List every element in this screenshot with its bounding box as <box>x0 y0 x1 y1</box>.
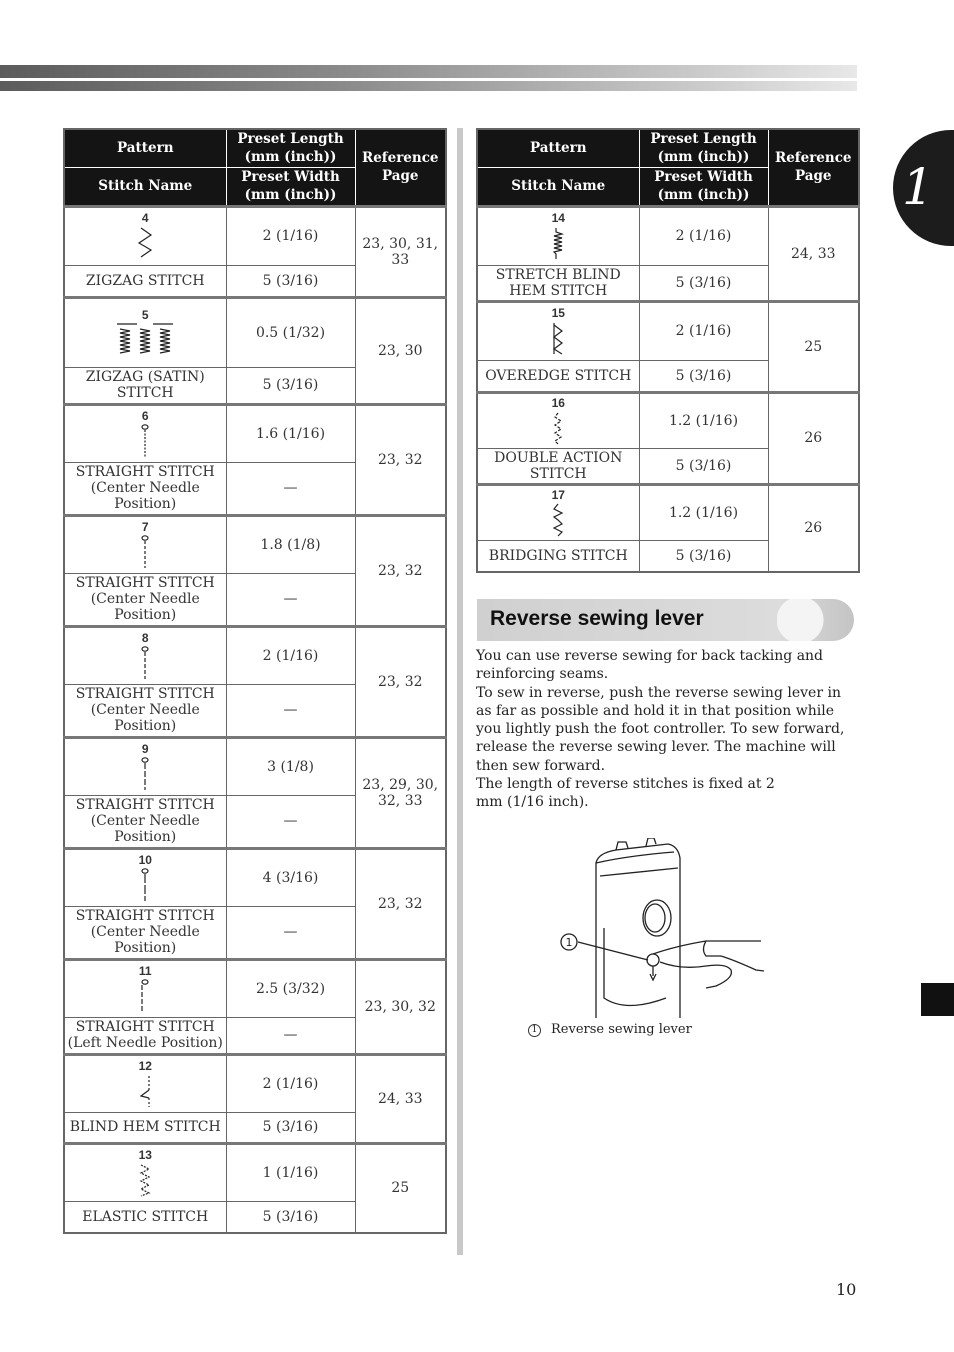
page-number: 10 <box>836 1280 857 1299</box>
stitch-pattern-8-icon <box>115 646 175 680</box>
reference-page-cell: 23, 32 <box>355 404 446 515</box>
stitch-pattern-16-icon <box>528 411 588 445</box>
reference-page-cell: 23, 30, 31, 33 <box>355 206 446 297</box>
stitch-name-cell: STRAIGHT STITCH (Center Needle Position) <box>64 906 226 959</box>
pattern-number: 15 <box>551 306 565 320</box>
stitch-name-cell: STRAIGHT STITCH (Center Needle Position) <box>64 684 226 737</box>
pattern-cell <box>64 737 226 795</box>
callout-label: Reverse sewing lever <box>551 1022 692 1037</box>
stitch-name-cell: ZIGZAG (SATIN) STITCH <box>64 367 226 404</box>
pattern-number: 9 <box>141 741 149 756</box>
stitch-table-left <box>63 128 447 1234</box>
paragraph: The length of reverse stitches is fixed at 2 mm (1/16 inch). <box>476 776 775 811</box>
stitch-row <box>64 515 446 573</box>
reference-page-cell: 23, 30 <box>355 297 446 404</box>
callout-marker: 1 <box>528 1024 541 1037</box>
preset-width-cell: 5 (3/16) <box>639 360 768 392</box>
pattern-cell <box>64 404 226 462</box>
reference-page-cell: 24, 33 <box>355 1054 446 1143</box>
stitch-row <box>477 392 859 448</box>
stitch-pattern-13-icon <box>115 1163 175 1197</box>
callout-marker: 1 <box>565 936 573 949</box>
pattern-number: 5 <box>141 307 149 322</box>
pattern-cell <box>64 1143 226 1201</box>
preset-width-cell: — <box>226 462 355 515</box>
stitch-row <box>64 626 446 684</box>
preset-width-cell: 5 (3/16) <box>226 1112 355 1143</box>
stitch-name-cell: ELASTIC STITCH <box>64 1201 226 1233</box>
stitch-name-cell: STRAIGHT STITCH (Center Needle Position) <box>64 462 226 515</box>
preset-length-cell: 0.5 (1/32) <box>226 297 355 367</box>
callout-caption <box>528 1022 692 1037</box>
preset-length-cell: 2 (1/16) <box>639 301 768 360</box>
stitch-row <box>64 297 446 367</box>
stitch-row <box>64 404 446 462</box>
stitch-pattern-6-icon <box>115 424 175 458</box>
stitch-name-cell: STRETCH BLIND HEM STITCH <box>477 265 639 301</box>
pattern-cell <box>64 848 226 906</box>
pattern-number: 13 <box>138 1147 152 1162</box>
header-reference-page: Reference Page <box>768 129 859 206</box>
pattern-number: 17 <box>551 487 565 502</box>
pattern-number: 8 <box>141 630 149 645</box>
preset-width-cell: 5 (3/16) <box>639 448 768 484</box>
preset-width-cell: — <box>226 573 355 626</box>
preset-length-cell: 2.5 (3/32) <box>226 959 355 1017</box>
paragraph: You can use reverse sewing for back tacking and reinforcing seams. <box>476 648 824 683</box>
preset-length-cell: 1.2 (1/16) <box>639 484 768 540</box>
preset-width-cell: — <box>226 1017 355 1054</box>
preset-length-cell: 2 (1/16) <box>226 206 355 265</box>
section-title: Reverse sewing lever <box>490 607 704 630</box>
stitch-pattern-5-icon <box>115 323 175 357</box>
stitch-pattern-14-icon <box>528 226 588 260</box>
header-stitch-name: Stitch Name <box>64 167 226 206</box>
stitch-row <box>64 848 446 906</box>
reference-page-cell: 26 <box>768 392 859 484</box>
reference-page-cell: 23, 32 <box>355 515 446 626</box>
section-header <box>477 599 854 641</box>
preset-length-cell: 1.6 (1/16) <box>226 404 355 462</box>
pattern-number: 12 <box>138 1058 152 1073</box>
stitch-row <box>64 737 446 795</box>
header-pattern: Pattern <box>477 129 639 167</box>
stitch-row <box>64 206 446 265</box>
preset-width-cell: 5 (3/16) <box>226 1201 355 1233</box>
pattern-cell <box>477 392 639 448</box>
stitch-pattern-15-icon <box>528 321 588 355</box>
stitch-name-cell: STRAIGHT STITCH (Center Needle Position) <box>64 573 226 626</box>
reference-page-cell: 24, 33 <box>768 206 859 301</box>
pattern-number: 4 <box>141 211 149 225</box>
chapter-number: 1 <box>902 158 934 216</box>
preset-width-cell: 5 (3/16) <box>226 265 355 297</box>
section-body <box>476 647 856 812</box>
stitch-name-cell: BLIND HEM STITCH <box>64 1112 226 1143</box>
column-divider <box>457 128 463 1255</box>
stitch-pattern-10-icon <box>115 868 175 902</box>
reference-page-cell: 23, 30, 32 <box>355 959 446 1054</box>
header-pattern: Pattern <box>64 129 226 167</box>
preset-width-cell: 5 (3/16) <box>639 265 768 301</box>
header-preset-width: Preset Width (mm (inch)) <box>226 167 355 206</box>
stitch-name-cell: OVEREDGE STITCH <box>477 360 639 392</box>
stitch-pattern-12-icon <box>115 1074 175 1108</box>
preset-width-cell: — <box>226 795 355 848</box>
pattern-number: 16 <box>551 395 565 410</box>
stitch-row <box>477 484 859 540</box>
preset-length-cell: 3 (1/8) <box>226 737 355 795</box>
stitch-pattern-17-icon <box>528 503 588 537</box>
preset-length-cell: 2 (1/16) <box>226 1054 355 1112</box>
pattern-number: 6 <box>141 408 149 423</box>
preset-length-cell: 1.8 (1/8) <box>226 515 355 573</box>
stitch-row <box>64 1143 446 1201</box>
header-preset-length: Preset Length (mm (inch)) <box>639 129 768 167</box>
preset-width-cell: 5 (3/16) <box>226 367 355 404</box>
pattern-cell <box>64 959 226 1017</box>
preset-width-cell: 5 (3/16) <box>639 540 768 572</box>
pattern-cell <box>64 515 226 573</box>
pattern-cell <box>477 484 639 540</box>
reference-page-cell: 25 <box>768 301 859 392</box>
header-reference-page: Reference Page <box>355 129 446 206</box>
top-decorative-band <box>0 65 857 91</box>
pattern-cell <box>64 297 226 367</box>
pattern-number: 10 <box>138 852 152 867</box>
reference-page-cell: 25 <box>355 1143 446 1233</box>
stitch-name-cell: DOUBLE ACTION STITCH <box>477 448 639 484</box>
reference-page-cell: 23, 32 <box>355 626 446 737</box>
preset-width-cell: — <box>226 684 355 737</box>
stitch-name-cell: BRIDGING STITCH <box>477 540 639 572</box>
preset-length-cell: 1.2 (1/16) <box>639 392 768 448</box>
reference-page-cell: 23, 32 <box>355 848 446 959</box>
preset-length-cell: 2 (1/16) <box>639 206 768 265</box>
pattern-cell <box>64 206 226 265</box>
preset-width-cell: — <box>226 906 355 959</box>
reference-page-cell: 23, 29, 30, 32, 33 <box>355 737 446 848</box>
pattern-number: 7 <box>141 519 149 534</box>
pattern-cell <box>477 206 639 265</box>
pattern-cell <box>477 301 639 360</box>
stitch-pattern-4-icon <box>115 226 175 260</box>
stitch-name-cell: STRAIGHT STITCH (Left Needle Position) <box>64 1017 226 1054</box>
reverse-lever-illustration <box>556 838 771 1018</box>
pattern-cell <box>64 1054 226 1112</box>
paragraph: To sew in reverse, push the reverse sewing lever in as far as possible and hold it in that position while you lightly push the foot controller. To sew forward, release the reverse sewing lever. The machine will then sew forward. <box>476 684 845 774</box>
header-preset-length: Preset Length (mm (inch)) <box>226 129 355 167</box>
preset-length-cell: 2 (1/16) <box>226 626 355 684</box>
stitch-row <box>477 301 859 360</box>
preset-length-cell: 1 (1/16) <box>226 1143 355 1201</box>
stitch-name-cell: ZIGZAG STITCH <box>64 265 226 297</box>
stitch-row <box>477 206 859 265</box>
stitch-pattern-9-icon <box>115 757 175 791</box>
stitch-table-right <box>476 128 860 573</box>
stitch-row <box>64 1054 446 1112</box>
stitch-pattern-7-icon <box>115 535 175 569</box>
side-index-marker <box>921 983 954 1016</box>
header-preset-width: Preset Width (mm (inch)) <box>639 167 768 206</box>
reference-page-cell: 26 <box>768 484 859 572</box>
header-stitch-name: Stitch Name <box>477 167 639 206</box>
stitch-pattern-11-icon <box>115 979 175 1013</box>
pattern-number: 14 <box>551 211 565 225</box>
pattern-cell <box>64 626 226 684</box>
preset-length-cell: 4 (3/16) <box>226 848 355 906</box>
stitch-name-cell: STRAIGHT STITCH (Center Needle Position) <box>64 795 226 848</box>
stitch-row <box>64 959 446 1017</box>
pattern-number: 11 <box>138 963 152 978</box>
